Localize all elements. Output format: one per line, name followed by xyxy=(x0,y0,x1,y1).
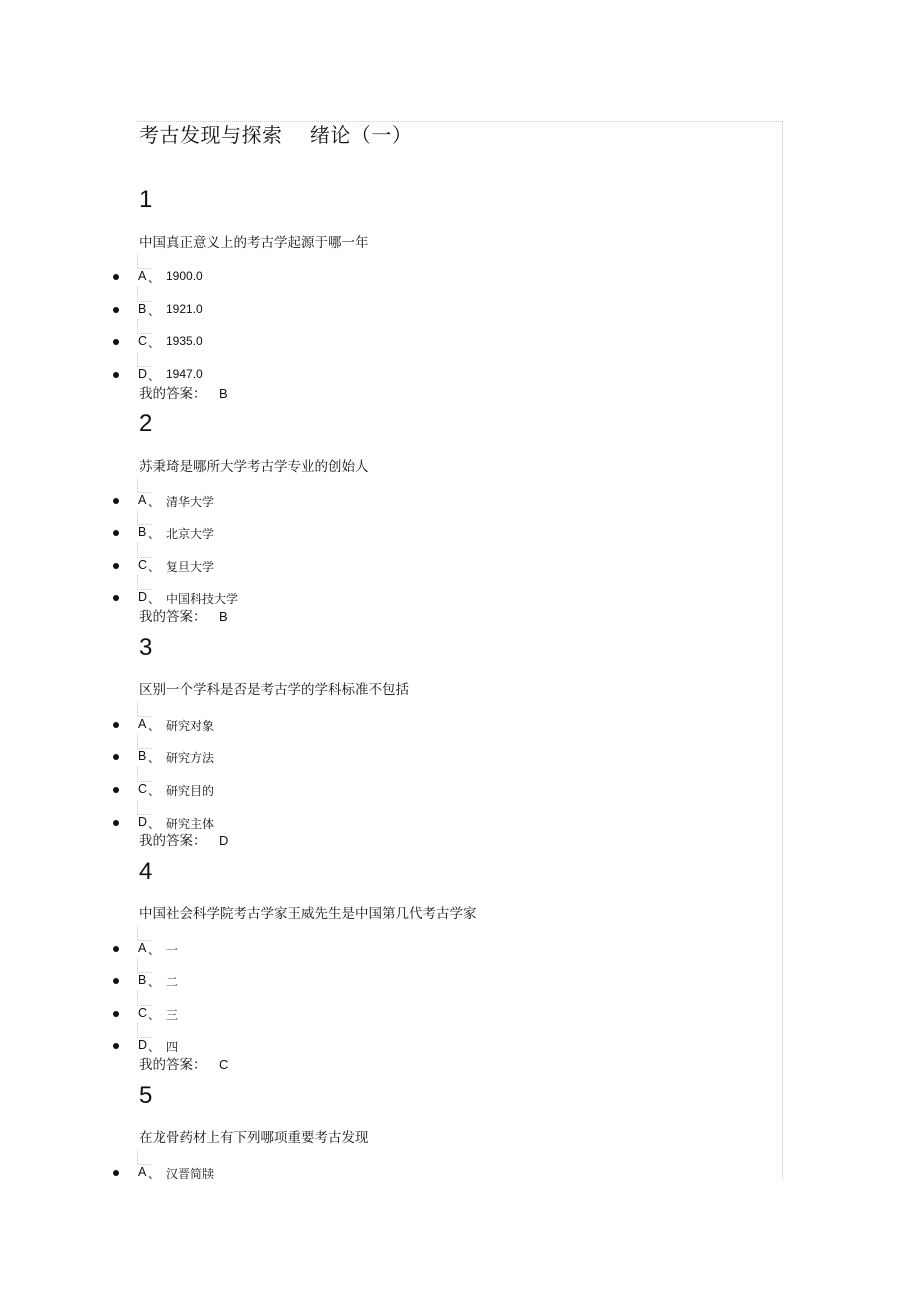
option-item[interactable] xyxy=(113,748,513,766)
bullet-icon xyxy=(113,978,119,984)
option-separator: 、 xyxy=(148,817,161,831)
bullet-icon xyxy=(113,1170,119,1176)
question-number: 3 xyxy=(139,634,153,661)
option-guide-line xyxy=(137,254,152,269)
option-separator: 、 xyxy=(148,560,161,574)
bullet-icon xyxy=(113,563,119,569)
option-text: 一 xyxy=(166,943,179,957)
answer-value: B xyxy=(219,386,228,401)
option-text: 二 xyxy=(166,975,179,989)
option-text: 四 xyxy=(166,1040,179,1054)
option-letter: D xyxy=(138,1038,148,1052)
option-letter: A xyxy=(138,1165,147,1179)
option-item[interactable] xyxy=(113,716,513,734)
option-guide-line xyxy=(137,319,152,334)
option-item[interactable] xyxy=(113,1005,513,1023)
option-item[interactable] xyxy=(113,366,513,384)
bullet-icon xyxy=(113,820,119,826)
option-item[interactable] xyxy=(113,557,513,575)
option-guide-line xyxy=(137,767,152,782)
option-item[interactable] xyxy=(113,333,513,351)
option-separator: 、 xyxy=(148,336,161,350)
option-guide-line xyxy=(137,478,152,493)
question-text: 区别一个学科是否是考古学的学科标准不包括 xyxy=(139,682,409,698)
bullet-icon xyxy=(113,595,119,601)
option-guide-line xyxy=(137,510,152,525)
option-text: 中国科技大学 xyxy=(166,592,239,606)
option-text: 复旦大学 xyxy=(166,560,215,574)
option-separator: 、 xyxy=(148,1008,161,1022)
bullet-icon xyxy=(113,498,119,504)
answer-label: 我的答案： xyxy=(139,1057,207,1073)
option-letter: D xyxy=(138,815,148,829)
option-separator: 、 xyxy=(148,719,161,733)
option-letter: B xyxy=(138,749,147,763)
option-letter: C xyxy=(138,1006,148,1020)
option-text: 北京大学 xyxy=(166,527,215,541)
option-separator: 、 xyxy=(148,527,161,541)
option-guide-line xyxy=(137,287,152,302)
option-letter: A xyxy=(138,493,147,507)
bullet-icon xyxy=(113,946,119,952)
option-text: 清华大学 xyxy=(166,495,215,509)
answer-value: B xyxy=(219,609,228,624)
option-letter: B xyxy=(138,302,147,316)
option-separator: 、 xyxy=(148,1040,161,1054)
bullet-icon xyxy=(113,787,119,793)
option-item[interactable] xyxy=(113,589,513,607)
bullet-icon xyxy=(113,530,119,536)
option-separator: 、 xyxy=(148,495,161,509)
option-letter: C xyxy=(138,782,148,796)
option-letter: A xyxy=(138,941,147,955)
my-answer xyxy=(139,608,228,626)
option-letter: B xyxy=(138,525,147,539)
option-item[interactable] xyxy=(113,1164,513,1182)
option-separator: 、 xyxy=(148,751,161,765)
question-text: 中国社会科学院考古学家王威先生是中国第几代考古学家 xyxy=(139,906,477,922)
bullet-icon xyxy=(113,1011,119,1017)
option-text: 1900.0 xyxy=(166,269,203,283)
option-text: 研究方法 xyxy=(166,751,215,765)
my-answer xyxy=(139,1056,229,1074)
option-text: 汉晋简牍 xyxy=(166,1167,215,1181)
option-guide-line xyxy=(137,1023,152,1038)
question-number: 5 xyxy=(139,1082,153,1109)
option-separator: 、 xyxy=(148,975,161,989)
answer-value: D xyxy=(219,833,229,848)
bullet-icon xyxy=(113,722,119,728)
option-item[interactable] xyxy=(113,1037,513,1055)
my-answer xyxy=(139,385,228,403)
option-separator: 、 xyxy=(148,943,161,957)
option-text: 研究对象 xyxy=(166,719,215,733)
option-text: 1947.0 xyxy=(166,367,203,381)
question-number: 4 xyxy=(139,858,153,885)
option-separator: 、 xyxy=(148,369,161,383)
option-letter: C xyxy=(138,558,148,572)
option-separator: 、 xyxy=(148,1167,161,1181)
question-text: 苏秉琦是哪所大学考古学专业的创始人 xyxy=(139,459,369,475)
option-letter: D xyxy=(138,367,148,381)
question-text: 中国真正意义上的考古学起源于哪一年 xyxy=(139,235,369,251)
option-guide-line xyxy=(137,734,152,749)
option-item[interactable] xyxy=(113,781,513,799)
bullet-icon xyxy=(113,307,119,313)
option-item[interactable] xyxy=(113,268,513,286)
option-text: 研究目的 xyxy=(166,784,215,798)
my-answer xyxy=(139,832,229,850)
option-item[interactable] xyxy=(113,524,513,542)
page-title: 考古发现与探索 绪论（一） xyxy=(139,123,413,147)
option-guide-line xyxy=(137,1150,152,1165)
answer-label: 我的答案： xyxy=(139,609,207,625)
answer-label: 我的答案： xyxy=(139,833,207,849)
answer-value: C xyxy=(219,1057,229,1072)
option-guide-line xyxy=(137,575,152,590)
option-letter: D xyxy=(138,590,148,604)
bullet-icon xyxy=(113,339,119,345)
option-letter: A xyxy=(138,717,147,731)
option-item[interactable] xyxy=(113,814,513,832)
option-letter: A xyxy=(138,269,147,283)
option-text: 1935.0 xyxy=(166,334,203,348)
bullet-icon xyxy=(113,1043,119,1049)
bullet-icon xyxy=(113,372,119,378)
option-separator: 、 xyxy=(148,784,161,798)
answer-label: 我的答案： xyxy=(139,386,207,402)
option-text: 三 xyxy=(166,1008,179,1022)
option-guide-line xyxy=(137,352,152,367)
option-guide-line xyxy=(137,543,152,558)
option-guide-line xyxy=(137,991,152,1006)
question-text: 在龙骨药材上有下列哪项重要考古发现 xyxy=(139,1130,369,1146)
question-number: 1 xyxy=(139,186,153,213)
option-letter: C xyxy=(138,334,148,348)
option-item[interactable] xyxy=(113,940,513,958)
option-separator: 、 xyxy=(148,271,161,285)
option-item[interactable] xyxy=(113,972,513,990)
option-guide-line xyxy=(137,702,152,717)
option-guide-line xyxy=(137,800,152,815)
option-guide-line xyxy=(137,958,152,973)
bullet-icon xyxy=(113,274,119,280)
question-number: 2 xyxy=(139,410,153,437)
bullet-icon xyxy=(113,754,119,760)
option-item[interactable] xyxy=(113,301,513,319)
option-separator: 、 xyxy=(148,592,161,606)
option-separator: 、 xyxy=(148,304,161,318)
option-item[interactable] xyxy=(113,492,513,510)
option-text: 1921.0 xyxy=(166,302,203,316)
option-guide-line xyxy=(137,926,152,941)
option-text: 研究主体 xyxy=(166,817,215,831)
option-letter: B xyxy=(138,973,147,987)
